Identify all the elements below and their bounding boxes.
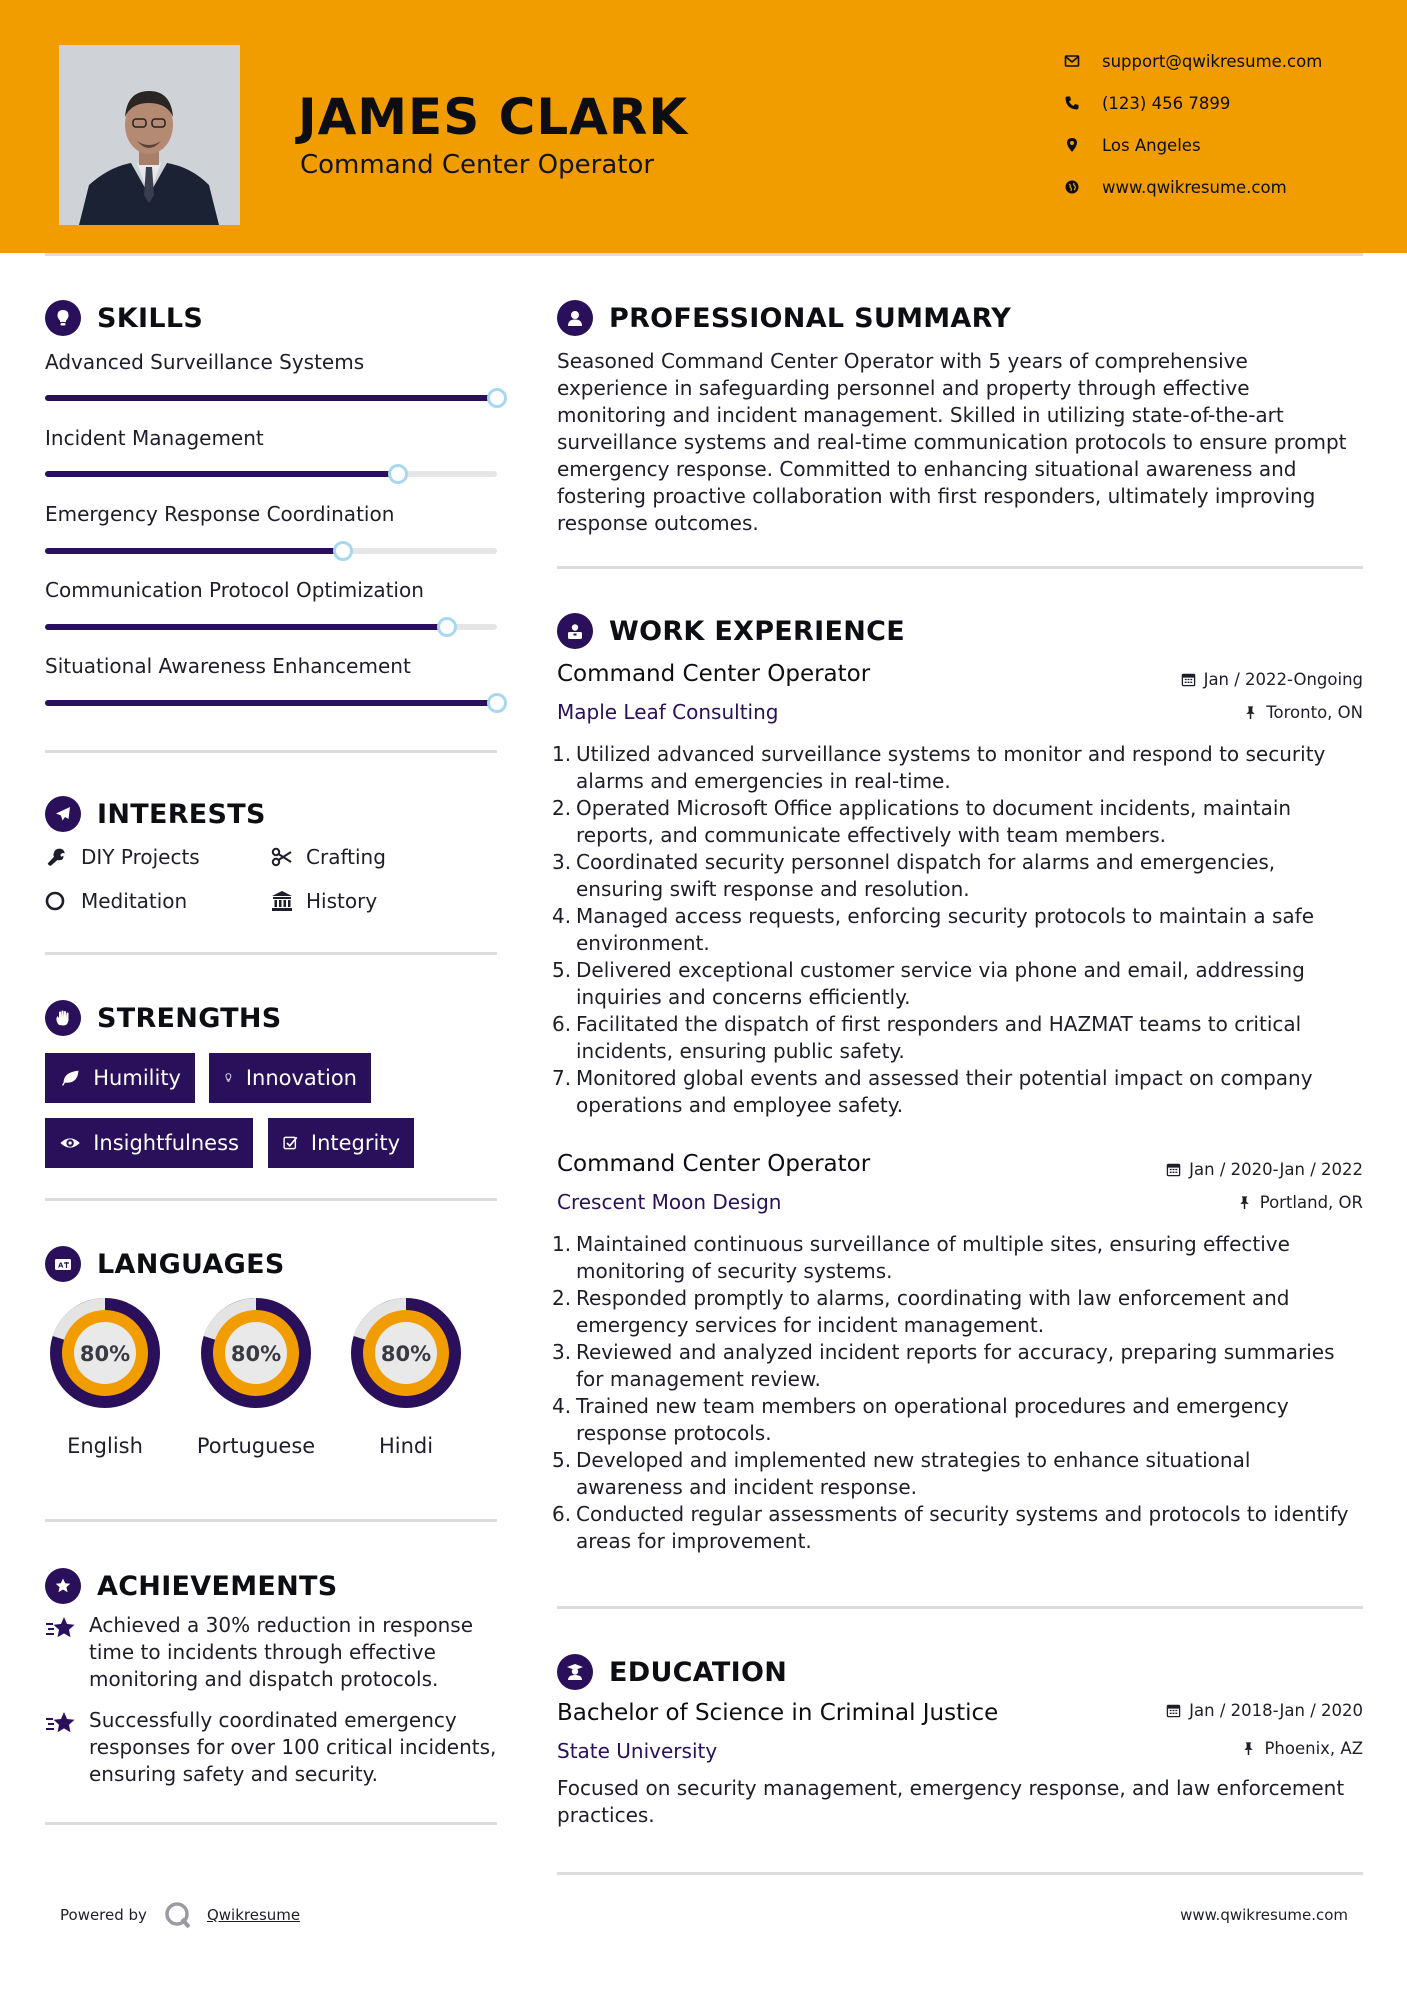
skill-bar (45, 395, 497, 401)
experience-heading (557, 613, 905, 649)
language-percent: 80% (79, 1342, 131, 1366)
section-divider (557, 1606, 1363, 1609)
pushpin-icon (1241, 1741, 1256, 1756)
languages-heading (45, 1246, 285, 1282)
skill-bar-fill (45, 471, 398, 477)
section-divider (45, 952, 497, 955)
job-bullet: 3. Coordinated security personnel dispatch for alarms and emergencies, ensuring swift response and resolution. (552, 850, 1276, 901)
skill-label: Situational Awareness Enhancement (45, 654, 411, 678)
resume-header (0, 0, 1407, 253)
achievement-text: Achieved a 30% reduction in response time to incidents through effective monitoring and dispatch protocols. (89, 1613, 474, 1691)
job-bullet: 7. Monitored global events and assessed their potential impact on company operations and employee safety. (552, 1066, 1313, 1117)
language-item (345, 1292, 467, 1460)
interest-label: Crafting (306, 845, 386, 869)
skill-bar-knob[interactable] (333, 541, 353, 561)
skill-bar (45, 700, 497, 706)
envelope-icon (1064, 53, 1102, 69)
strength-label: Innovation (245, 1066, 357, 1090)
pushpin-icon (1243, 705, 1258, 720)
skill-bar-fill (45, 700, 497, 706)
eye-icon (59, 1131, 81, 1155)
contact-block (1064, 40, 1394, 208)
candidate-role: Command Center Operator (300, 150, 655, 180)
job-bullet: 6. Facilitated the dispatch of first responders and HAZMAT teams to critical incidents, ensuring public safety. (552, 1012, 1302, 1063)
job-bullet: 2. Operated Microsoft Office applications to document incidents, maintain reports, and communicate effectively with team members. (552, 796, 1292, 847)
education-title: EDUCATION (609, 1656, 788, 1688)
star-icon (45, 1614, 77, 1644)
lightbulb-icon (45, 300, 81, 336)
skill-bar-knob[interactable] (388, 464, 408, 484)
contact-location-text: Los Angeles (1102, 135, 1201, 155)
wrench-icon (45, 845, 69, 869)
museum-icon (270, 889, 294, 913)
skill-bar-fill (45, 395, 497, 401)
strength-tag (209, 1053, 371, 1103)
section-divider (45, 1198, 497, 1201)
interest-label: DIY Projects (81, 845, 200, 869)
contact-email-text: support@qwikresume.com (1102, 51, 1323, 71)
interest-label: History (306, 889, 378, 913)
job-dates (1181, 670, 1363, 689)
skill-bar-knob[interactable] (437, 617, 457, 637)
skill-label: Advanced Surveillance Systems (45, 350, 365, 374)
job-company: Maple Leaf Consulting (557, 700, 779, 724)
language-percent: 80% (380, 1342, 432, 1366)
job-bullet: 4. Trained new team members on operational procedures and emergency response protocols. (552, 1394, 1289, 1445)
summary-text: Seasoned Command Center Operator with 5 years of comprehensive experience in safeguarding personnel and property through effective monitoring and incident management. Skilled in utilizing state-of-the-art surveillance systems and real-time communication protocols to ensure prompt emergency response. Committed to enhancing situational awareness and fostering proactive collaboration with first responders, ultimately improving response outcomes. (557, 349, 1347, 535)
skill-label: Communication Protocol Optimization (45, 578, 424, 602)
skills-title: SKILLS (97, 302, 204, 334)
experience-title: WORK EXPERIENCE (609, 615, 905, 647)
contact-email[interactable] (1064, 40, 1394, 82)
language-item (195, 1292, 317, 1460)
job-title: Command Center Operator (557, 1151, 871, 1177)
interest-item (270, 845, 386, 869)
profile-photo (59, 45, 240, 225)
contact-phone[interactable] (1064, 82, 1394, 124)
job-location-text: Portland, OR (1259, 1193, 1363, 1212)
briefcase-user-icon (557, 613, 593, 649)
section-divider (45, 1519, 497, 1522)
language-donut (44, 1292, 166, 1414)
language-percent: 80% (230, 1342, 282, 1366)
skill-label: Emergency Response Coordination (45, 502, 395, 526)
languages-title: LANGUAGES (97, 1248, 285, 1280)
skill-label: Incident Management (45, 426, 264, 450)
education-degree: Bachelor of Science in Criminal Justice (557, 1700, 999, 1726)
job-bullet: 1. Utilized advanced surveillance systems to monitor and respond to security alarms and emergencies in real-time. (552, 742, 1326, 793)
qwikresume-logo-icon (163, 1900, 193, 1930)
job-bullets (552, 741, 1363, 1119)
calendar-icon (1166, 1162, 1181, 1177)
interest-item (270, 889, 377, 913)
education-location-text: Phoenix, AZ (1264, 1739, 1363, 1758)
skill-bar (45, 548, 497, 554)
job-company: Crescent Moon Design (557, 1190, 782, 1214)
strength-label: Insightfulness (93, 1131, 239, 1155)
calendar-icon (1166, 1703, 1181, 1718)
strength-tag (268, 1118, 414, 1168)
strength-tag (45, 1053, 195, 1103)
job-title: Command Center Operator (557, 661, 871, 687)
strengths-title: STRENGTHS (97, 1002, 282, 1034)
powered-by-text: Powered by (60, 1906, 147, 1924)
skill-bar (45, 471, 497, 477)
strengths-heading (45, 1000, 282, 1036)
interest-label: Meditation (81, 889, 188, 913)
language-donut (345, 1292, 467, 1414)
language-name: English (67, 1434, 143, 1458)
interests-title: INTERESTS (97, 798, 266, 830)
phone-icon (1064, 95, 1102, 111)
summary-title: PROFESSIONAL SUMMARY (609, 302, 1012, 334)
skills-heading (45, 300, 203, 336)
language-icon (45, 1246, 81, 1282)
achievement-item (45, 1707, 505, 1788)
svg-text:A: A (58, 1261, 64, 1270)
job-dates-text: Jan / 2022-Ongoing (1203, 670, 1363, 689)
language-donut (195, 1292, 317, 1414)
contact-location (1064, 124, 1394, 166)
achievements-heading (45, 1568, 338, 1604)
job-dates (1166, 1160, 1363, 1179)
job-bullet: 3. Reviewed and analyzed incident reports for accuracy, preparing summaries for management review. (552, 1340, 1335, 1391)
skill-bar-knob[interactable] (487, 388, 507, 408)
footer-powered-by (60, 1900, 300, 1930)
achievement-item (45, 1612, 505, 1693)
skill-bar-fill (45, 624, 447, 630)
pushpin-icon (1237, 1195, 1252, 1210)
user-icon (557, 300, 593, 336)
check-square-icon (282, 1131, 299, 1155)
candidate-name: JAMES CLARK (298, 88, 689, 146)
scissors-icon (270, 845, 294, 869)
globe-icon (1064, 179, 1102, 195)
education-dates (1166, 1701, 1363, 1720)
strength-tag (45, 1118, 253, 1168)
education-dates-text: Jan / 2018-Jan / 2020 (1189, 1701, 1363, 1720)
interest-item (45, 889, 187, 913)
strength-label: Integrity (310, 1131, 400, 1155)
qwikresume-link[interactable]: Qwikresume (206, 1906, 301, 1924)
star-badge-icon (45, 1568, 81, 1604)
job-location (1243, 703, 1363, 722)
job-bullet: 6. Conducted regular assessments of security systems and protocols to identify areas for improvement. (552, 1502, 1349, 1553)
job-bullet: 2. Responded promptly to alarms, coordinating with law enforcement and emergency services for incident management. (552, 1286, 1290, 1337)
contact-website[interactable] (1064, 166, 1394, 208)
contact-website-text: www.qwikresume.com (1102, 177, 1287, 197)
map-pin-icon (1064, 137, 1102, 153)
graduate-icon (557, 1654, 593, 1690)
interests-heading (45, 796, 266, 832)
job-bullet: 5. Developed and implemented new strategies to enhance situational awareness and incident response. (552, 1448, 1251, 1499)
summary-heading (557, 300, 1011, 336)
leaf-icon (59, 1066, 81, 1090)
strength-label: Humility (93, 1066, 181, 1090)
language-name: Hindi (378, 1434, 434, 1458)
hand-icon (45, 1000, 81, 1036)
calendar-icon (1181, 672, 1196, 687)
star-icon (45, 1709, 77, 1739)
section-divider (557, 1872, 1363, 1875)
circle-icon (45, 889, 69, 913)
skill-bar (45, 624, 497, 630)
job-bullet: 4. Managed access requests, enforcing security protocols to maintain a safe environment. (552, 904, 1315, 955)
section-divider (45, 1822, 497, 1825)
language-name: Portuguese (196, 1434, 316, 1458)
education-description: Focused on security management, emergency response, and law enforcement practices. (557, 1776, 1345, 1827)
education-heading (557, 1654, 787, 1690)
lightbulb-icon (223, 1066, 234, 1090)
language-item (44, 1292, 166, 1460)
skill-bar-knob[interactable] (487, 693, 507, 713)
achievement-text: Successfully coordinated emergency responses for over 100 critical incidents, ensuring safety and security. (89, 1708, 497, 1786)
job-bullet: 5. Delivered exceptional customer service via phone and email, addressing inquiries and concerns efficiently. (552, 958, 1305, 1009)
contact-phone-text: (123) 456 7899 (1102, 93, 1231, 113)
job-bullets (552, 1231, 1363, 1555)
section-divider (45, 750, 497, 753)
job-dates-text: Jan / 2020-Jan / 2022 (1189, 1160, 1363, 1179)
achievements-title: ACHIEVEMENTS (97, 1570, 338, 1602)
paper-plane-icon (45, 796, 81, 832)
job-bullet: 1. Maintained continuous surveillance of multiple sites, ensuring effective monitoring of security systems. (552, 1232, 1290, 1283)
job-location (1237, 1193, 1363, 1212)
section-divider (557, 566, 1363, 569)
footer-website[interactable]: www.qwikresume.com (1180, 1906, 1348, 1924)
education-location (1241, 1739, 1363, 1758)
interest-item (45, 845, 200, 869)
skill-bar-fill (45, 548, 343, 554)
education-school: State University (557, 1739, 718, 1763)
header-divider (45, 253, 1363, 256)
job-location-text: Toronto, ON (1266, 703, 1363, 722)
